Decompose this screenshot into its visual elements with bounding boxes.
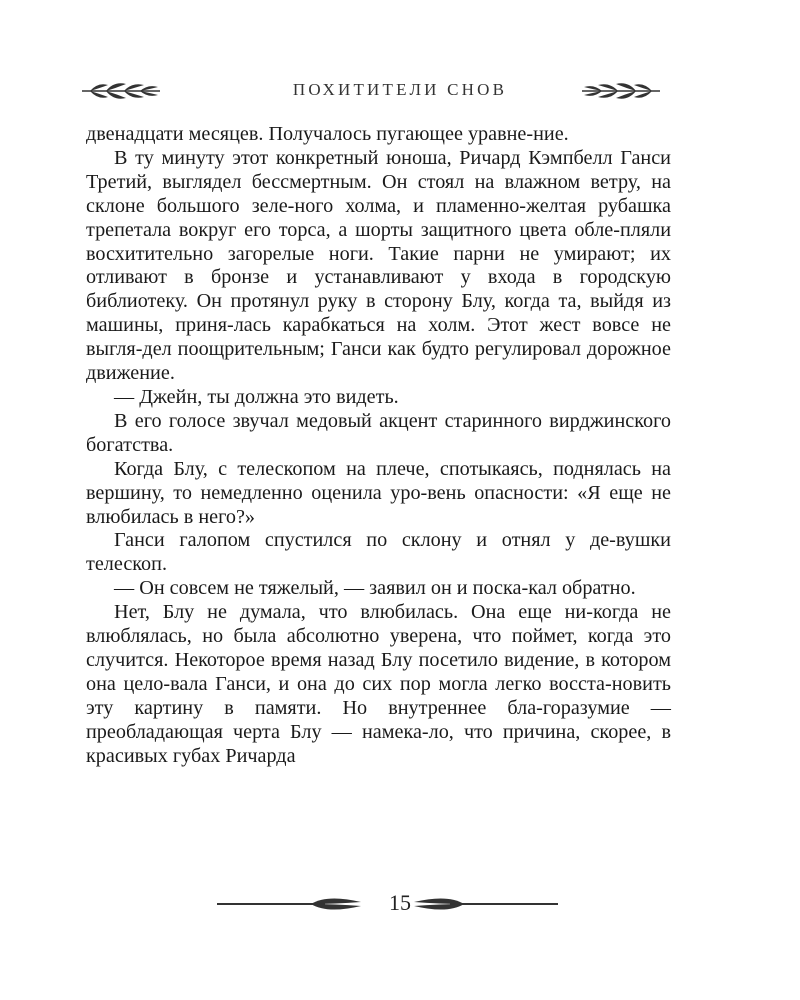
- running-header: [0, 72, 800, 112]
- paragraph: В ту минуту этот конкретный юноша, Ричард Кэмпбелл Ганси Третий, выглядел бессмертным. Он стоял на влажном ветру, на склоне большого зеле-ного холма, и пламенно-желтая рубашка трепетала вокруг его торса, а шорты защитного цвета обле-пляли восхитительно загорелые ноги. Такие парни не умирают; их отливают в бронзе и устанавливают у входа в городскую библиотеку. Он протянул руку в сторону Блу, когда та, выйдя из машины, приня-лась карабкаться на холм. Этот жест вовсе не выгля-дел поощрительным; Ганси как будто регулировал дорожное движение.: [86, 146, 671, 385]
- laurel-ornament-right-icon: [580, 76, 662, 106]
- paragraph: — Джейн, ты должна это видеть.: [114, 385, 399, 408]
- paragraph: Ганси галопом спустился по склону и отнял у де-вушки телескоп.: [86, 529, 671, 576]
- body-text: [86, 123, 671, 768]
- paragraph: Когда Блу, с телескопом на плече, спотыкаясь, поднялась на вершину, то немедленно оценила уро-вень опасности: «Я еще не влюбилась в него?»: [86, 457, 671, 528]
- footer-ornament-right-icon: [410, 894, 560, 914]
- paragraph: Нет, Блу не думала, что влюбилась. Она еще ни-когда не влюблялась, но была абсолютно уверена, что поймет, когда это случится. Некоторое время назад Блу посетило видение, в котором она цело-вала Ганси, и она до сих пор могла легко восста-новить эту картину в памяти. Но внутреннее бла-горазумие — преобладающая черта Блу — намека-ло, что причина, скорее, в красивых губах Ричарда: [86, 601, 671, 767]
- page-footer: [0, 888, 800, 928]
- paragraph: двенадцати месяцев. Получалось пугающее уравне-ние.: [86, 123, 569, 145]
- paragraph: — Он совсем не тяжелый, — заявил он и поска-кал обратно.: [114, 577, 636, 600]
- paragraph: В его голосе звучал медовый акцент старинного вирджинского богатства.: [86, 409, 671, 456]
- page-number: 15: [389, 890, 411, 915]
- book-title: ПОХИТИТЕЛИ СНОВ: [292, 80, 508, 99]
